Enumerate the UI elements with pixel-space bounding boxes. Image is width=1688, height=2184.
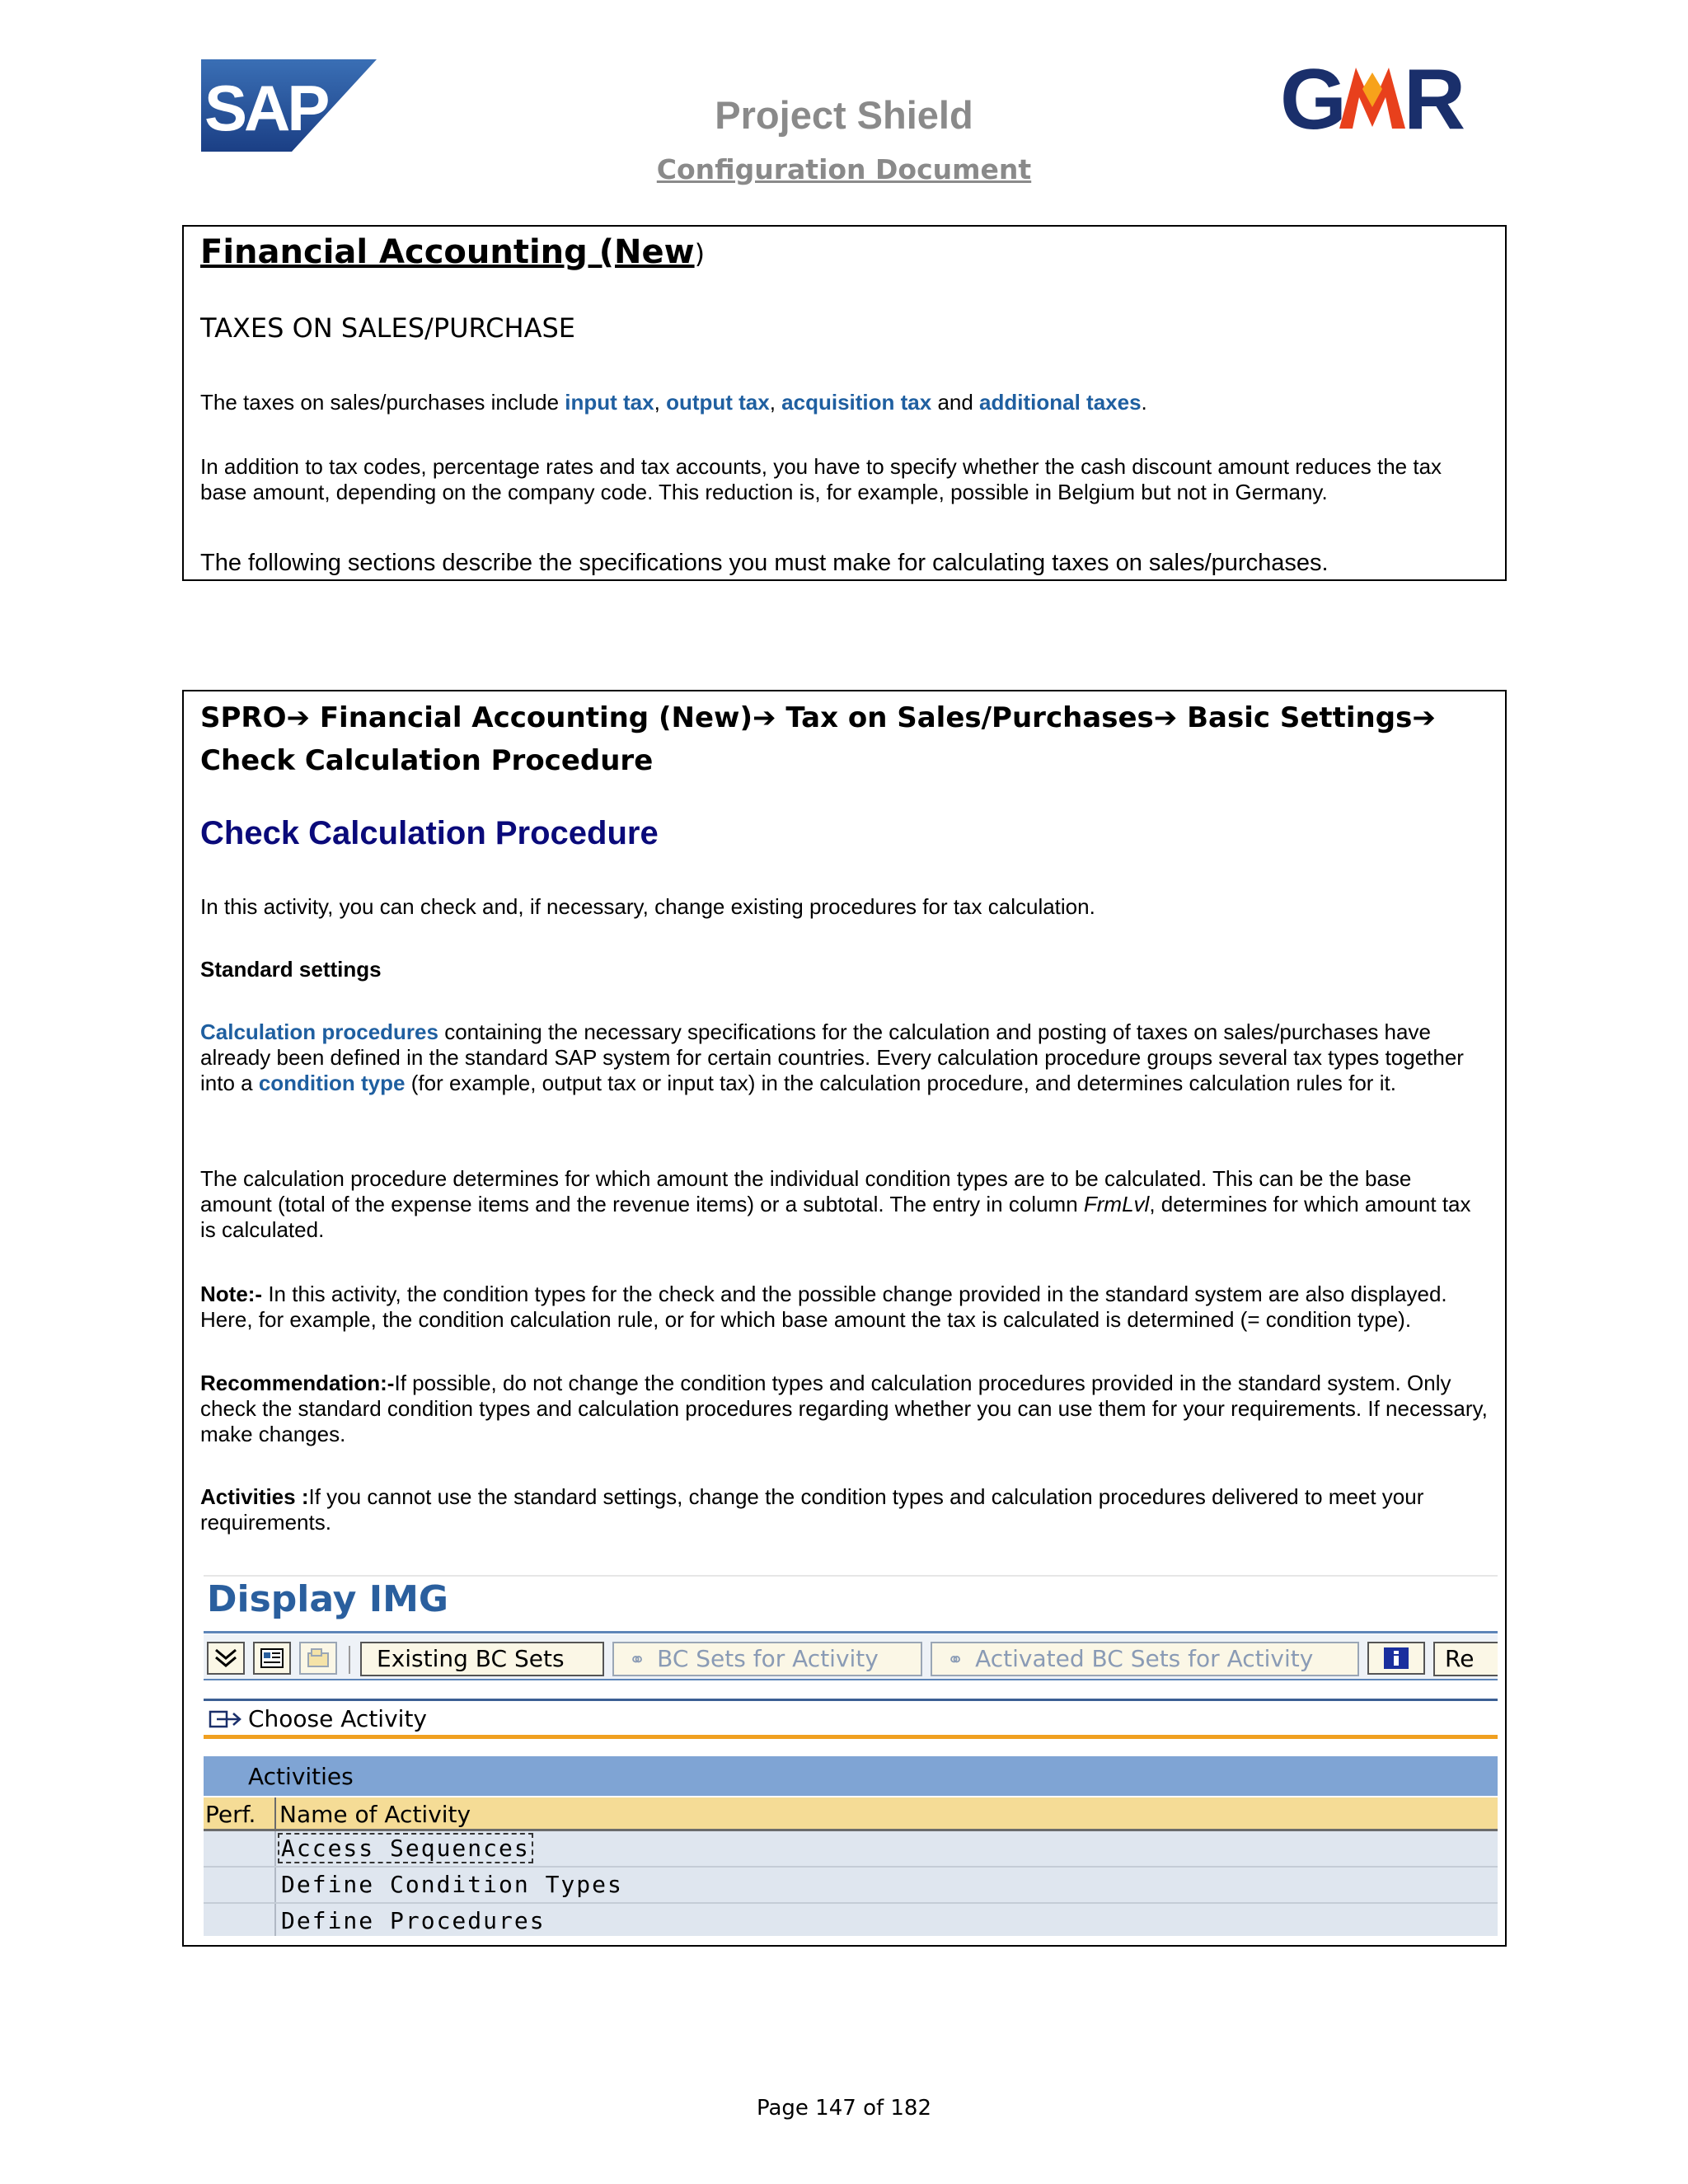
menu-path: SPRO➔ Financial Accounting (New)➔ Tax on Sales/Purchases➔ Basic Settings➔ Check Calculation Procedure — [200, 701, 1436, 777]
recommendation-paragraph: Recommendation:-If possible, do not change the condition types and calculation procedures provided in the standard system. Only check the standard condition types and calculation procedures regarding whether you can use them for your requirements. If necessary, make changes. — [200, 1371, 1488, 1446]
info-button[interactable] — [1367, 1642, 1425, 1675]
choose-activity-label: Choose Activity — [248, 1705, 427, 1732]
input-tax-link[interactable]: input tax — [565, 390, 654, 415]
following-sections-paragraph: The following sections describe the specifications you must make for calculating taxes on sales/purchases. — [200, 550, 1329, 576]
svg-text:SAP: SAP — [204, 72, 327, 144]
activity-define-procedures[interactable]: Define Procedures — [281, 1907, 546, 1934]
sap-display-img-screenshot — [204, 1573, 1498, 1936]
activated-bc-sets-button[interactable]: ⚭ Activated BC Sets for Activity — [931, 1642, 1359, 1676]
documentation-button[interactable] — [253, 1642, 291, 1675]
activity-define-condition-types[interactable]: Define Condition Types — [281, 1871, 623, 1898]
folder-icon — [305, 1647, 331, 1670]
calc-determination-paragraph: The calculation procedure determines for which amount the individual condition types are to be calculated. This can be the base amount (total of the expense items and the revenue items) or a subtotal. The entry in column FrmLvl, determines for which amount tax is calculated. — [200, 1166, 1471, 1242]
table-header — [204, 1797, 1498, 1831]
project-title: Project Shield — [715, 93, 973, 137]
document-subtitle: Configuration Document — [656, 153, 1032, 185]
svg-text:G: G — [1280, 56, 1340, 138]
activities-title: Activities — [248, 1763, 354, 1790]
choose-activity-icon — [209, 1708, 243, 1730]
bc-set-icon: ⚭ — [629, 1648, 646, 1671]
standard-settings-label: Standard settings — [200, 957, 382, 982]
output-tax-link[interactable]: output tax — [666, 390, 770, 415]
arrow-right-icon: ➔ — [1412, 701, 1436, 734]
check-calculation-box — [182, 690, 1507, 1947]
toolbar — [204, 1634, 1498, 1679]
table-row[interactable] — [204, 1868, 1498, 1904]
tax-overview-box — [182, 225, 1507, 581]
taxes-intro-paragraph: The taxes on sales/purchases include input tax, output tax, acquisition tax and additional taxes. — [200, 390, 1147, 415]
display-img-title: Display IMG — [207, 1578, 448, 1620]
info-icon — [1382, 1646, 1410, 1671]
bc-set-icon: ⚭ — [947, 1648, 964, 1671]
section-subtitle: TAXES ON SALES/PURCHASE — [200, 312, 575, 344]
cash-discount-paragraph: In addition to tax codes, percentage rates and tax accounts, you have to specify whether the cash discount amount reduces the tax base amount, depending on the company code. This reduction is, for example, possible in Belgium but not in Germany. — [200, 454, 1442, 504]
expand-all-button[interactable] — [207, 1642, 245, 1675]
section-title: Financial Accounting (New) — [200, 233, 706, 271]
additional-taxes-link[interactable]: additional taxes — [979, 390, 1142, 415]
acquisition-tax-link[interactable]: acquisition tax — [781, 390, 932, 415]
note-paragraph: Note:- In this activity, the condition types for the check and the possible change provided in the standard system are also displayed. Here, for example, the condition calculation rule, or for which base amount the tax is calculated is determined (= condition type). — [200, 1282, 1447, 1332]
release-notes-button[interactable] — [299, 1642, 337, 1675]
bc-sets-for-activity-button[interactable]: ⚭ BC Sets for Activity — [612, 1642, 922, 1676]
activity-access-sequences[interactable]: Access Sequences — [281, 1835, 530, 1862]
condition-type-link[interactable]: condition type — [258, 1071, 406, 1095]
svg-text:R: R — [1404, 56, 1466, 138]
arrow-right-icon: ➔ — [286, 701, 320, 734]
column-perf[interactable]: Perf. — [205, 1801, 256, 1828]
activities-header — [204, 1756, 1498, 1796]
activity-intro: In this activity, you can check and, if necessary, change existing procedures for tax calculation. — [200, 894, 1095, 919]
document-icon — [259, 1647, 285, 1670]
activity-heading: Check Calculation Procedure — [200, 815, 659, 851]
release-notes-cut-button[interactable]: Re — [1433, 1642, 1498, 1676]
table-row[interactable] — [204, 1831, 1498, 1868]
expand-icon — [213, 1647, 239, 1670]
table-row[interactable] — [204, 1904, 1498, 1936]
calculation-procedures-paragraph: Calculation procedures containing the necessary specifications for the calculation and posting of taxes on sales/purchases have already been defined in the standard SAP system for certain countries. Every calculation procedure groups several tax types together into a condition type (for example, output tax or input tax) in the calculation procedure, and determines calculation rules for it. — [200, 1019, 1464, 1095]
arrow-right-icon: ➔ — [753, 701, 786, 734]
page-number: Page 147 of 182 — [756, 2096, 932, 2121]
existing-bc-sets-button[interactable]: Existing BC Sets — [360, 1642, 604, 1676]
calculation-procedures-link[interactable]: Calculation procedures — [200, 1019, 438, 1044]
column-name-of-activity[interactable]: Name of Activity — [279, 1801, 471, 1828]
choose-activity-bar — [204, 1702, 1498, 1735]
arrow-right-icon: ➔ — [1153, 701, 1188, 734]
activities-paragraph: Activities :If you cannot use the standard settings, change the condition types and calculation procedures delivered to meet your requirements. — [200, 1484, 1424, 1535]
